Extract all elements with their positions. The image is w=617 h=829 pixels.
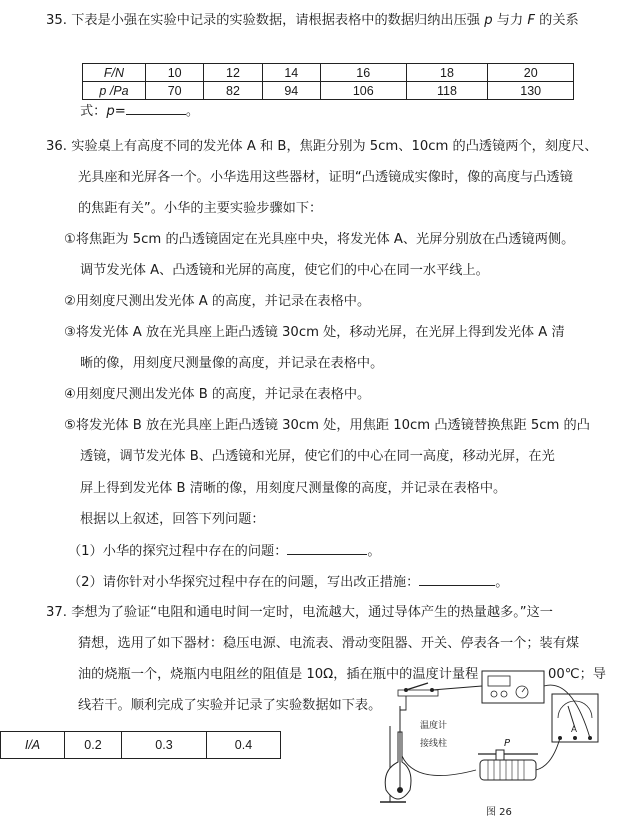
- q37-line-3-tail: 00℃；导: [548, 667, 606, 682]
- table-cell: 0.4: [207, 732, 281, 759]
- q35-formula: [80, 102, 199, 121]
- switch-icon: [398, 683, 438, 696]
- q36-sub-2: [68, 573, 508, 592]
- ammeter-icon: [552, 694, 598, 742]
- table-cell: 82: [204, 82, 262, 100]
- thermometer-label: 温度计: [420, 721, 448, 731]
- q36-sub-2-end: 。: [495, 575, 509, 590]
- q35-formula-end: 。: [185, 104, 199, 119]
- q36-step-2: ②用刻度尺测出发光体 A 的高度，并记录在表格中。: [64, 294, 371, 309]
- table-row: [1, 732, 281, 759]
- q35-text: 下表是小强在实验中记录的实验数据，请根据表格中的数据归纳出压强: [71, 13, 480, 28]
- q36-step-3-cont: 晰的像，用刻度尺测量像的高度，并记录在表格中。: [80, 356, 384, 371]
- q36-number: 36.: [46, 139, 67, 154]
- table-cell: 10: [146, 64, 204, 82]
- q35-text-mid: 与力: [496, 13, 524, 28]
- circuit-figure: [376, 666, 606, 826]
- table-cell: 130: [488, 82, 574, 100]
- table-row: [83, 82, 574, 100]
- q37-line-3: 油的烧瓶一个，烧瓶内电阻丝的阻值是 10Ω，插在瓶中的温度计量程: [78, 667, 479, 682]
- table-cell: 0.2: [65, 732, 122, 759]
- table-cell: 20: [488, 64, 574, 82]
- slider-label: P: [504, 738, 511, 749]
- q36-sub-2-text: （2）请你针对小华探究过程中存在的问题，写出改正措施：: [68, 575, 420, 590]
- q36-sub-1: [68, 542, 381, 561]
- table-cell: 118: [406, 82, 488, 100]
- power-supply-icon: [482, 671, 544, 703]
- q37-line-2: 猜想，选用了如下器材：稳压电源、电流表、滑动变阻器、开关、停表各一个；装有煤: [78, 636, 580, 651]
- q36-sub-1-end: 。: [367, 544, 381, 559]
- terminal-label: 接线柱: [420, 739, 448, 749]
- rheostat-icon: [478, 750, 538, 780]
- q35-formula-p: p: [106, 104, 115, 119]
- table-cell: 106: [320, 82, 406, 100]
- q35-formula-eq: =: [114, 104, 126, 119]
- q36-prompt: 根据以上叙述，回答下列问题：: [80, 512, 265, 527]
- flask-icon: [380, 706, 411, 802]
- q35-data-table: [82, 63, 574, 100]
- q36-text: 实验桌上有高度不同的发光体 A 和 B，焦距分别为 5cm、10cm 的凸透镜两个，刻度尺、: [71, 139, 598, 154]
- answer-blank[interactable]: [287, 542, 367, 555]
- q35-f-symbol: F: [527, 13, 535, 28]
- q36-step-1: ①将焦距为 5cm 的凸透镜固定在光具座中央，将发光体 A、光屏分别放在凸透镜两侧。: [64, 232, 575, 247]
- q35-number: 35.: [46, 13, 67, 28]
- q36-step-5-cont2: 屏上得到发光体 B 清晰的像，用刻度尺测量像的高度，并记录在表格中。: [80, 481, 507, 496]
- table-cell: 94: [262, 82, 320, 100]
- q36-step-1-cont: 调节发光体 A、凸透镜和光屏的高度，使它们的中心在同一水平线上。: [80, 263, 489, 278]
- q36-line-2: 光具座和光屏各一个。小华选用这些器材，证明“凸透镜成实像时，像的高度与凸透镜: [78, 170, 573, 185]
- table-row: [83, 64, 574, 82]
- q36-step-5-cont: 透镜，调节发光体 B、凸透镜和光屏，使它们的中心在同一高度，移动光屏，在光: [80, 449, 555, 464]
- q37-number: 37.: [46, 605, 67, 620]
- q37-text: 李想为了验证“电阻和通电时间一定时，电流越大，通过导体产生的热量越多。”这一: [71, 605, 553, 620]
- q35-formula-prefix: 式：: [80, 104, 107, 119]
- q36-sub-1-text: （1）小华的探究过程中存在的问题：: [68, 544, 288, 559]
- table-cell: 0.3: [122, 732, 207, 759]
- q35-text-end: 的关系: [539, 13, 579, 28]
- q37-line-4: 线若干。顺利完成了实验并记录了实验数据如下表。: [78, 698, 382, 713]
- table-cell: 12: [204, 64, 262, 82]
- q36-step-3: ③将发光体 A 放在光具座上距凸透镜 30cm 处，移动光屏，在光屏上得到发光体 A 清: [64, 325, 565, 340]
- q37-data-table: [0, 731, 281, 759]
- figure-caption: 图 26: [486, 807, 512, 818]
- answer-blank[interactable]: [126, 102, 186, 115]
- q36-step-5: ⑤将发光体 B 放在光具座上距凸透镜 30cm 处，用焦距 10cm 凸透镜替换焦距 5cm 的凸: [64, 418, 590, 433]
- q37-line-1: [46, 604, 553, 622]
- q35-stem: [46, 12, 579, 30]
- table-cell: 14: [262, 64, 320, 82]
- table-header-cell: F/N: [83, 64, 146, 82]
- table-header-cell: I/A: [1, 732, 65, 759]
- table-cell: 16: [320, 64, 406, 82]
- q35-p-symbol: p: [484, 13, 493, 28]
- q36-line-1: [46, 138, 598, 156]
- svg-text:A: A: [571, 724, 578, 734]
- q36-line-3: 的焦距有关”。小华的主要实验步骤如下：: [78, 201, 323, 216]
- answer-blank[interactable]: [419, 573, 495, 586]
- table-cell: 70: [146, 82, 204, 100]
- q36-step-4: ④用刻度尺测出发光体 B 的高度，并记录在表格中。: [64, 387, 371, 402]
- table-cell: 18: [406, 64, 488, 82]
- table-header-cell: p /Pa: [83, 82, 146, 100]
